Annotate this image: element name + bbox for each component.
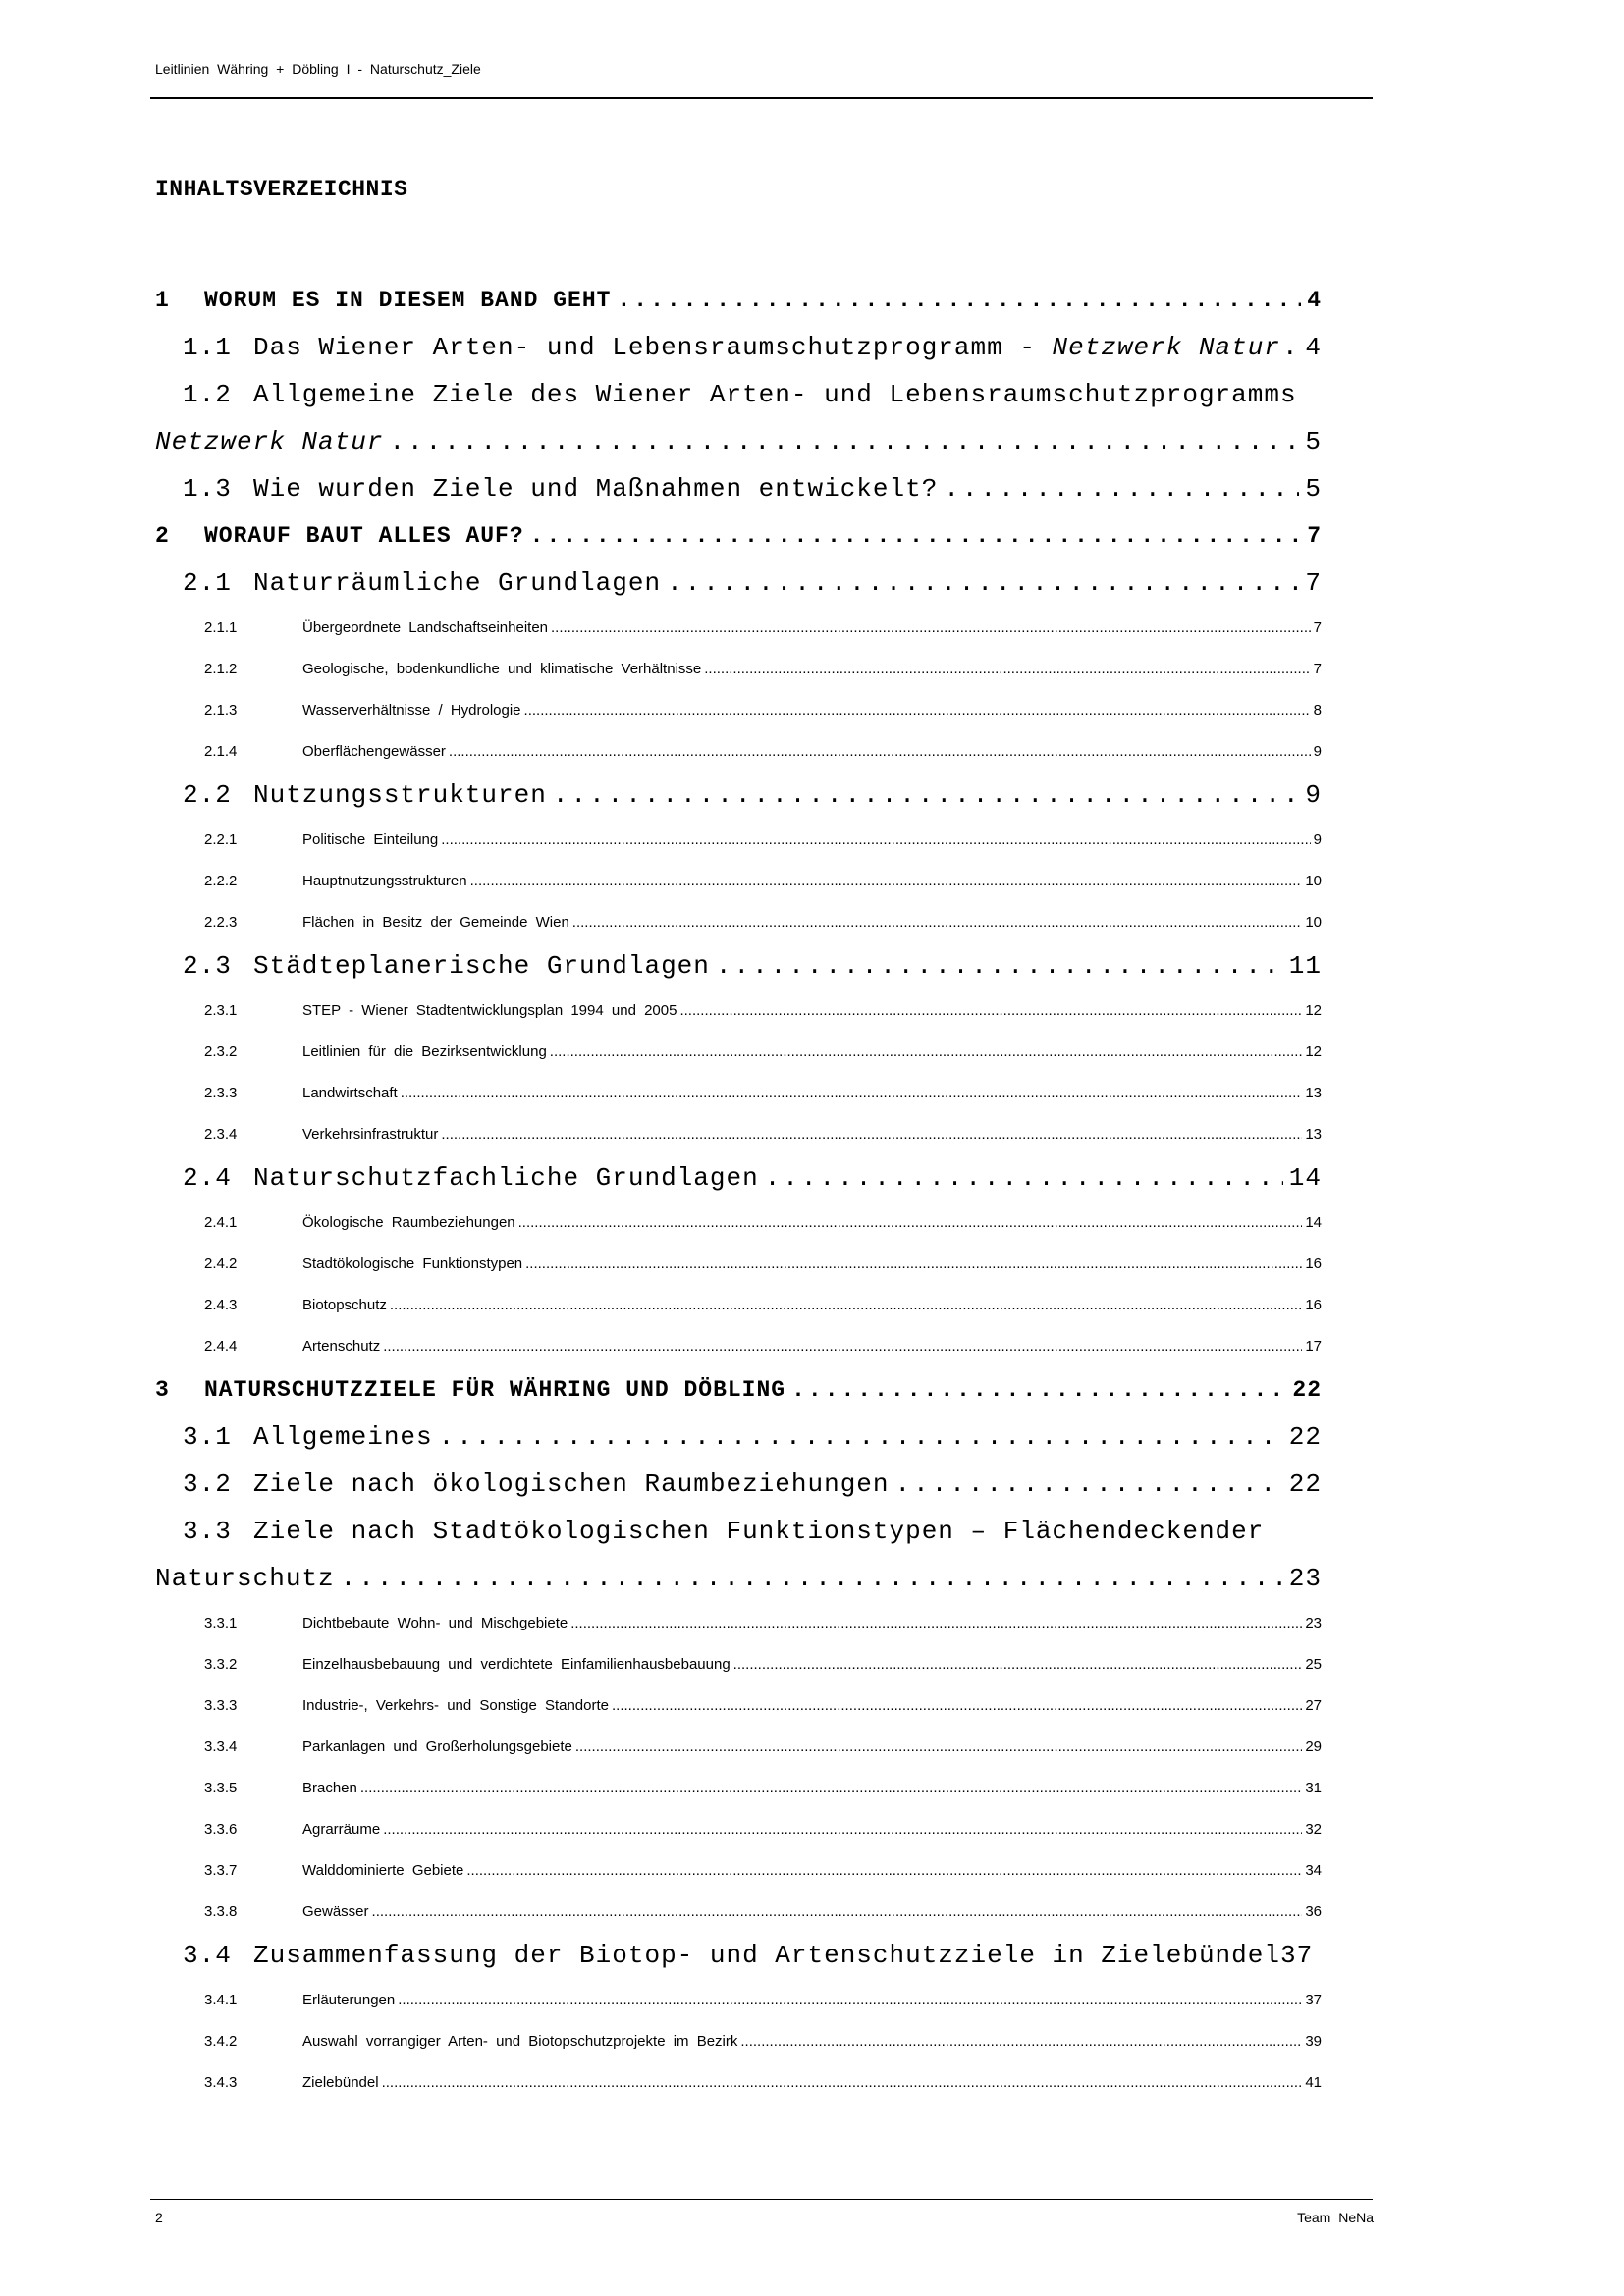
toc-entry-page: 7 [1305,568,1322,598]
toc-entry-title: Parkanlagen und Großerholungsgebiete [302,1737,572,1755]
toc-entry-number: 1 [155,288,170,313]
toc-entry-number: 1.3 [183,474,232,504]
toc-leader-dots [944,474,1299,504]
toc-entry-title: Geologische, bodenkundliche und klimatische Verhältnisse [302,660,702,677]
toc-entry-3-3-2[interactable] [155,1643,1322,1684]
toc-entry-page: 36 [1305,1902,1322,1920]
toc-leader-dots [525,1255,1302,1272]
toc-entry-3-2[interactable] [155,1461,1322,1508]
toc-entry-3-4[interactable] [155,1932,1322,1979]
toc-title: INHALTSVERZEICHNIS [155,177,408,202]
toc-entry-number: 2.1.4 [204,742,238,760]
toc-leader-dots [382,2074,1303,2091]
toc-entry-2-2-1[interactable] [155,819,1322,860]
toc-leader-dots [572,914,1303,931]
toc-leader-dots [390,1297,1302,1313]
toc-leader-dots [791,1377,1286,1403]
toc-entry-title: Dichtbebaute Wohn- und Mischgebiete [302,1614,568,1631]
toc-entry-2-2[interactable] [155,772,1322,819]
toc-leader-dots [1282,333,1303,362]
toc-entry-title: Industrie-, Verkehrs- und Sonstige Standorte [302,1696,610,1714]
toc-leader-dots [679,1002,1302,1019]
toc-entry-page: 34 [1305,1861,1322,1879]
toc-entry-title: Nutzungsstrukturen [253,780,547,810]
toc-entry-title-line2: Netzwerk Natur [155,427,384,456]
toc-entry-title: WORAUF BAUT ALLES AUF? [204,523,524,549]
toc-entry-2-1-1[interactable] [155,607,1322,648]
toc-entry-page: 10 [1305,872,1322,889]
toc-entry-title: Wie wurden Ziele und Maßnahmen entwickelt? [253,474,939,504]
toc-entry-2-4[interactable] [155,1154,1322,1201]
toc-entry-title: Allgemeine Ziele des Wiener Arten- und Lebensraumschutzprogramms [253,380,1297,409]
toc-entry-2-2-2[interactable] [155,860,1322,901]
toc-entry-page: 13 [1305,1084,1322,1101]
toc-entry-title: Landwirtschaft [302,1084,398,1101]
toc-leader-dots [360,1780,1302,1796]
toc-entry-2-1-2[interactable] [155,648,1322,689]
toc-entry-page: 4 [1307,288,1322,313]
toc-entry-page: 7 [1313,618,1322,636]
toc-entry-number: 2.3.3 [204,1084,238,1101]
toc-entry-page: 14 [1288,1163,1322,1193]
toc-entry-number: 3.4.3 [204,2073,238,2091]
toc-entry-number: 2.1.3 [204,701,238,719]
toc-entry-number: 3 [155,1377,170,1403]
toc-entry-title: Gewässer [302,1902,369,1920]
toc-leader-dots [518,1214,1303,1231]
toc-entry-title: NATURSCHUTZZIELE FÜR WÄHRING UND DÖBLING [204,1377,786,1403]
toc-leader-dots [550,1043,1303,1060]
toc-entry-number: 3.3.2 [204,1655,238,1673]
toc-entry-page: 22 [1292,1377,1322,1403]
toc-leader-dots [524,702,1311,719]
toc-entry-number: 2.3 [183,951,232,981]
toc-entry-number: 3.3.4 [204,1737,238,1755]
toc-entry-page: 39 [1305,2032,1322,2050]
toc-entry-title: Wasserverhältnisse / Hydrologie [302,701,521,719]
toc-leader-dots [530,523,1302,549]
toc-leader-dots [575,1738,1302,1755]
toc-leader-dots [612,1697,1302,1714]
toc-entry-number: 2.1 [183,568,232,598]
toc-entry-title: Brachen [302,1779,357,1796]
toc-entry-number: 2.4.1 [204,1213,238,1231]
toc-entry-title: Ziele nach ökologischen Raumbeziehungen [253,1469,890,1499]
toc-leader-dots [740,2033,1302,2050]
toc-entry-2-3-1[interactable] [155,989,1322,1031]
toc-entry-number: 3.3.1 [204,1614,238,1631]
footer-team: Team NeNa [1297,2210,1374,2225]
toc-entry-title: Oberflächengewässer [302,742,446,760]
toc-leader-dots [470,873,1303,889]
toc-leader-dots [466,1862,1302,1879]
toc-entry-title: Auswahl vorrangiger Arten- und Biotopschutzprojekte im Bezirk [302,2032,738,2050]
toc-entry-number: 2.2 [183,780,232,810]
toc-leader-dots [439,1422,1283,1452]
toc-entry-page: 22 [1288,1422,1322,1452]
toc-entry-page: 9 [1313,742,1322,760]
toc-entry-title [253,333,1280,362]
toc-leader-dots [617,288,1301,313]
toc-entry-number: 3.3.7 [204,1861,238,1879]
toc-entry-number: 3.4.1 [204,1991,238,2008]
toc-entry-number: 2.2.3 [204,913,238,931]
toc-entry-1-1[interactable] [155,324,1322,371]
toc-entry-2-1-3[interactable] [155,689,1322,730]
toc-entry-title-text: Das Wiener Arten- und Lebensraumschutzprogramm - [253,333,1053,362]
toc-leader-dots [667,568,1299,598]
toc-entry-page: 11 [1288,951,1322,981]
toc-entry-2-1[interactable] [155,560,1322,607]
toc-entry-3-3-7[interactable] [155,1849,1322,1891]
toc-entry-page: 7 [1313,660,1322,677]
toc-entry-number: 2.3.1 [204,1001,238,1019]
toc-entry-title: Flächen in Besitz der Gemeinde Wien [302,913,569,931]
toc-entry-number: 1.2 [183,380,232,409]
toc-entry-number: 3.3.6 [204,1820,238,1838]
toc-entry-2-4-2[interactable] [155,1243,1322,1284]
toc-entry-1[interactable] [155,277,1322,324]
toc-entry-page: 23 [1305,1614,1322,1631]
toc-entry-3-4-1[interactable] [155,1979,1322,2020]
toc-leader-dots [570,1615,1302,1631]
toc-entry-2-3[interactable] [155,942,1322,989]
toc-entry-page: 37 [1305,1991,1322,2008]
toc-entry-3-3[interactable] [155,1508,1322,1602]
toc-leader-dots [733,1656,1303,1673]
toc-entry-page: 29 [1305,1737,1322,1755]
toc-entry-number: 2.2.1 [204,830,238,848]
toc-entry-title: Einzelhausbebauung und verdichtete Einfamilienhausbebauung [302,1655,731,1673]
running-header: Leitlinien Währing + Döbling I - Naturschutz_Ziele [155,61,481,77]
toc-entry-2-3-3[interactable] [155,1072,1322,1113]
toc-entry-page: 41 [1305,2073,1322,2091]
toc-entry-number: 2.4.3 [204,1296,238,1313]
toc-entry-number: 1.1 [183,333,232,362]
toc-entry-3-3-3[interactable] [155,1684,1322,1726]
toc-leader-dots [895,1469,1283,1499]
toc-entry-2[interactable] [155,512,1322,560]
toc-entry-title: STEP - Wiener Stadtentwicklungsplan 1994 und 2005 [302,1001,677,1019]
toc-entry-page: 10 [1305,913,1322,931]
toc-entry-number: 3.1 [183,1422,232,1452]
toc-entry-title: Zusammenfassung der Biotop- und Artenschutzziele in Zielebündel [253,1941,1280,1970]
toc-leader-dots [716,951,1283,981]
footer-page-number: 2 [155,2210,163,2225]
toc-entry-number: 2.4.4 [204,1337,238,1355]
toc-entry-3-1[interactable] [155,1414,1322,1461]
toc-entry-number: 2.4.2 [204,1255,238,1272]
toc-entry-title: WORUM ES IN DIESEM BAND GEHT [204,288,612,313]
toc-entry-1-3[interactable] [155,465,1322,512]
toc-entry-title: Naturschutzfachliche Grundlagen [253,1163,759,1193]
toc-entry-title: Erläuterungen [302,1991,396,2008]
toc-entry-page: 32 [1305,1820,1322,1838]
toc-entry-3-3-4[interactable] [155,1726,1322,1767]
toc-entry-number: 3.4.2 [204,2032,238,2050]
toc-leader-dots [383,1821,1302,1838]
table-of-contents [155,277,1322,2103]
footer-rule [150,2199,1373,2200]
toc-entry-number: 2 [155,523,170,549]
toc-entry-2-1-4[interactable] [155,730,1322,772]
toc-leader-dots [441,831,1310,848]
toc-entry-2-4-1[interactable] [155,1201,1322,1243]
toc-entry-page: 23 [1288,1564,1322,1593]
toc-entry-title: Allgemeines [253,1422,433,1452]
toc-entry-page: 5 [1305,474,1322,504]
header-rule [150,97,1373,99]
toc-entry-title: Biotopschutz [302,1296,387,1313]
toc-entry-page: 9 [1305,780,1322,810]
toc-entry-page: 16 [1305,1296,1322,1313]
toc-leader-dots [765,1163,1283,1193]
toc-entry-2-4-3[interactable] [155,1284,1322,1325]
toc-entry-page: 14 [1305,1213,1322,1231]
toc-entry-page: 16 [1305,1255,1322,1272]
toc-entry-title-line2: Naturschutz [155,1564,335,1593]
toc-entry-3-3-1[interactable] [155,1602,1322,1643]
toc-entry-number: 2.4 [183,1163,232,1193]
toc-entry-2-3-2[interactable] [155,1031,1322,1072]
toc-entry-3-3-6[interactable] [155,1808,1322,1849]
toc-entry-page: 4 [1305,333,1322,362]
toc-entry-page: 22 [1288,1469,1322,1499]
toc-entry-2-2-3[interactable] [155,901,1322,942]
toc-leader-dots [398,1992,1302,2008]
toc-entry-title: Städteplanerische Grundlagen [253,951,710,981]
toc-entry-number: 2.1.2 [204,660,238,677]
toc-entry-number: 2.1.1 [204,618,238,636]
toc-entry-3-4-2[interactable] [155,2020,1322,2061]
toc-entry-number: 3.2 [183,1469,232,1499]
toc-entry-3-3-5[interactable] [155,1767,1322,1808]
toc-entry-number: 3.4 [183,1941,232,1970]
toc-entry-number: 2.3.2 [204,1042,238,1060]
toc-leader-dots [389,427,1299,456]
toc-entry-title: Verkehrsinfrastruktur [302,1125,439,1143]
toc-entry-number: 3.3.8 [204,1902,238,1920]
toc-entry-number: 3.3.3 [204,1696,238,1714]
toc-entry-page: 5 [1305,427,1322,456]
toc-leader-dots [401,1085,1303,1101]
toc-entry-title: Ziele nach Stadtökologischen Funktionstypen – Flächendeckender [253,1517,1265,1546]
toc-entry-title: Ökologische Raumbeziehungen [302,1213,515,1231]
toc-leader-dots [449,743,1311,760]
toc-entry-title: Naturräumliche Grundlagen [253,568,662,598]
toc-entry-title: Zielebündel [302,2073,379,2091]
toc-entry-page: 17 [1305,1337,1322,1355]
toc-leader-dots [551,619,1311,636]
toc-entry-number: 2.2.2 [204,872,238,889]
toc-entry-title: Stadtökologische Funktionstypen [302,1255,523,1272]
toc-entry-3-3-8[interactable] [155,1891,1322,1932]
toc-entry-title-italic: Netzwerk Natur [1052,333,1280,362]
toc-entry-title: Leitlinien für die Bezirksentwicklung [302,1042,547,1060]
toc-entry-page: 12 [1305,1001,1322,1019]
toc-entry-title: Agrarräume [302,1820,381,1838]
toc-entry-title: Artenschutz [302,1337,381,1355]
toc-entry-page: 7 [1307,523,1322,549]
toc-entry-2-3-4[interactable] [155,1113,1322,1154]
toc-leader-dots [372,1903,1303,1920]
toc-entry-title: Hauptnutzungsstrukturen [302,872,467,889]
toc-entry-3-4-3[interactable] [155,2061,1322,2103]
toc-entry-2-4-4[interactable] [155,1325,1322,1366]
toc-entry-1-2[interactable] [155,371,1322,465]
toc-entry-title: Walddominierte Gebiete [302,1861,464,1879]
toc-entry-page: 12 [1305,1042,1322,1060]
toc-entry-page: 27 [1305,1696,1322,1714]
toc-entry-page: 37 [1279,1941,1314,1970]
toc-entry-page: 8 [1313,701,1322,719]
toc-entry-page: 9 [1313,830,1322,848]
toc-leader-dots [441,1126,1302,1143]
toc-entry-3[interactable] [155,1366,1322,1414]
toc-entry-page: 31 [1305,1779,1322,1796]
toc-entry-number: 3.3 [183,1517,232,1546]
toc-entry-number: 3.3.5 [204,1779,238,1796]
toc-entry-title: Übergeordnete Landschaftseinheiten [302,618,549,636]
toc-leader-dots [704,661,1310,677]
toc-entry-page: 25 [1305,1655,1322,1673]
toc-entry-number: 2.3.4 [204,1125,238,1143]
toc-leader-dots [383,1338,1302,1355]
toc-entry-title: Politische Einteilung [302,830,439,848]
toc-leader-dots [341,1564,1283,1593]
toc-leader-dots [553,780,1300,810]
toc-entry-page: 13 [1305,1125,1322,1143]
